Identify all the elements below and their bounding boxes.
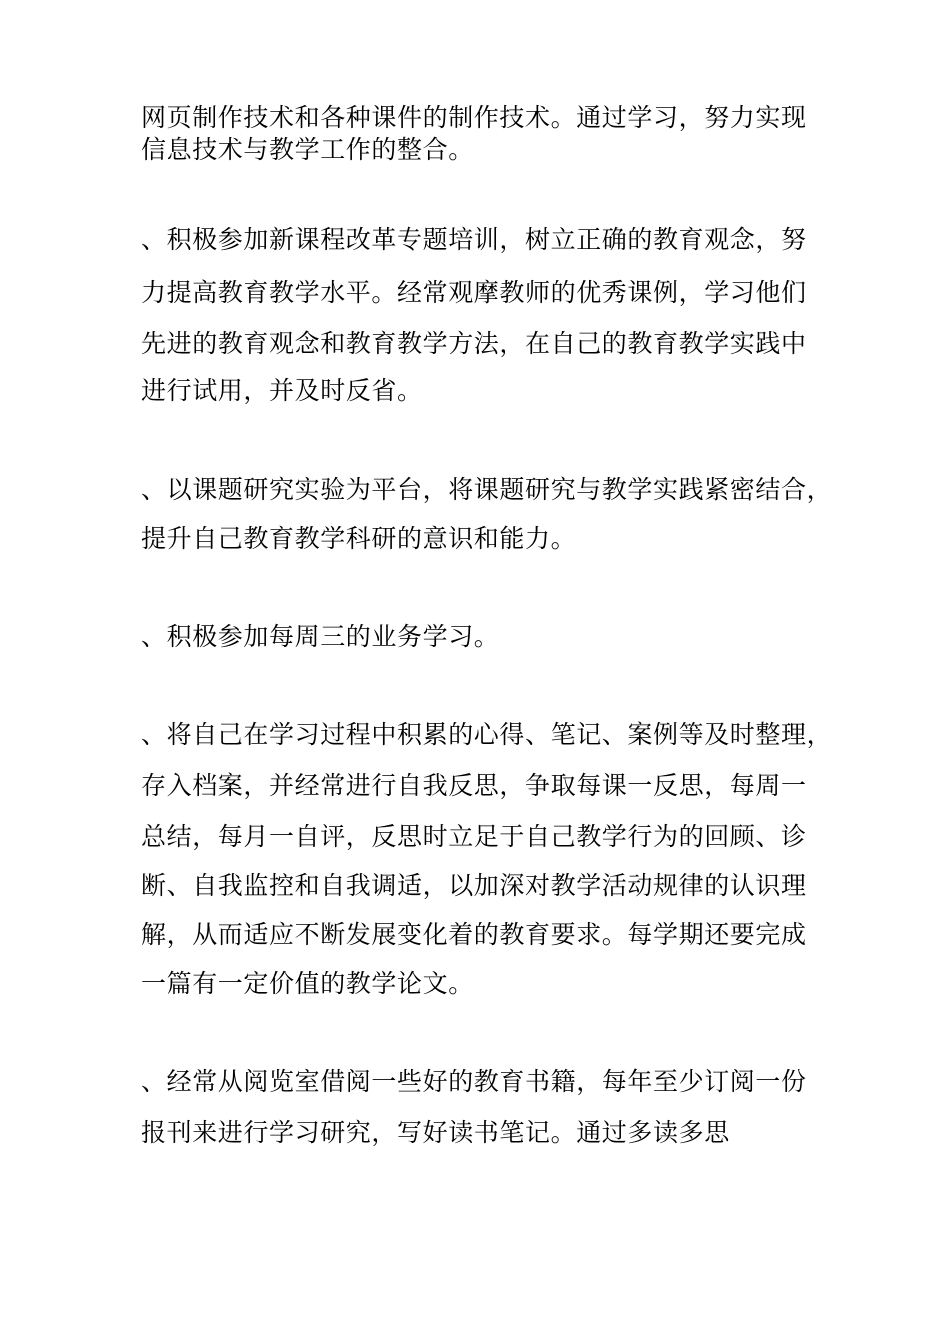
text-line: 进行试用，并及时反省。 [141,376,423,405]
text-line: 先进的教育观念和教育教学方法，在自己的教育教学实践中 [141,329,807,358]
text-line: 一篇有一定价值的教学论文。 [141,969,474,998]
text-line: 、以课题研究实验为平台，将课题研究与教学实践紧密结合， [141,475,833,504]
text-line: 网页制作技术和各种课件的制作技术。通过学习，努力实现 [141,103,807,132]
text-line: 、积极参加新课程改革专题培训，树立正确的教育观念，努 [141,225,807,254]
text-line: 报刊来进行学习研究，写好读书笔记。通过多读多思 [141,1118,730,1147]
text-line: 解，从而适应不断发展变化着的教育要求。每学期还要完成 [141,920,807,949]
text-line: 力提高教育教学水平。经常观摩教师的优秀课例，学习他们 [141,278,807,307]
text-line: 、经常从阅览室借阅一些好的教育书籍，每年至少订阅一份 [141,1067,807,1096]
text-line: 信息技术与教学工作的整合。 [141,135,474,164]
text-line: 断、自我监控和自我调适，以加深对教学活动规律的认识理 [141,871,807,900]
text-line: 、积极参加每周三的业务学习。 [141,622,500,651]
text-line: 、将自己在学习过程中积累的心得、笔记、案例等及时整理， [141,720,833,749]
text-line: 总结，每月一自评，反思时立足于自己教学行为的回顾、诊 [141,822,807,851]
text-line: 存入档案，并经常进行自我反思，争取每课一反思，每周一 [141,771,807,800]
text-line: 提升自己教育教学科研的意识和能力。 [141,524,577,553]
